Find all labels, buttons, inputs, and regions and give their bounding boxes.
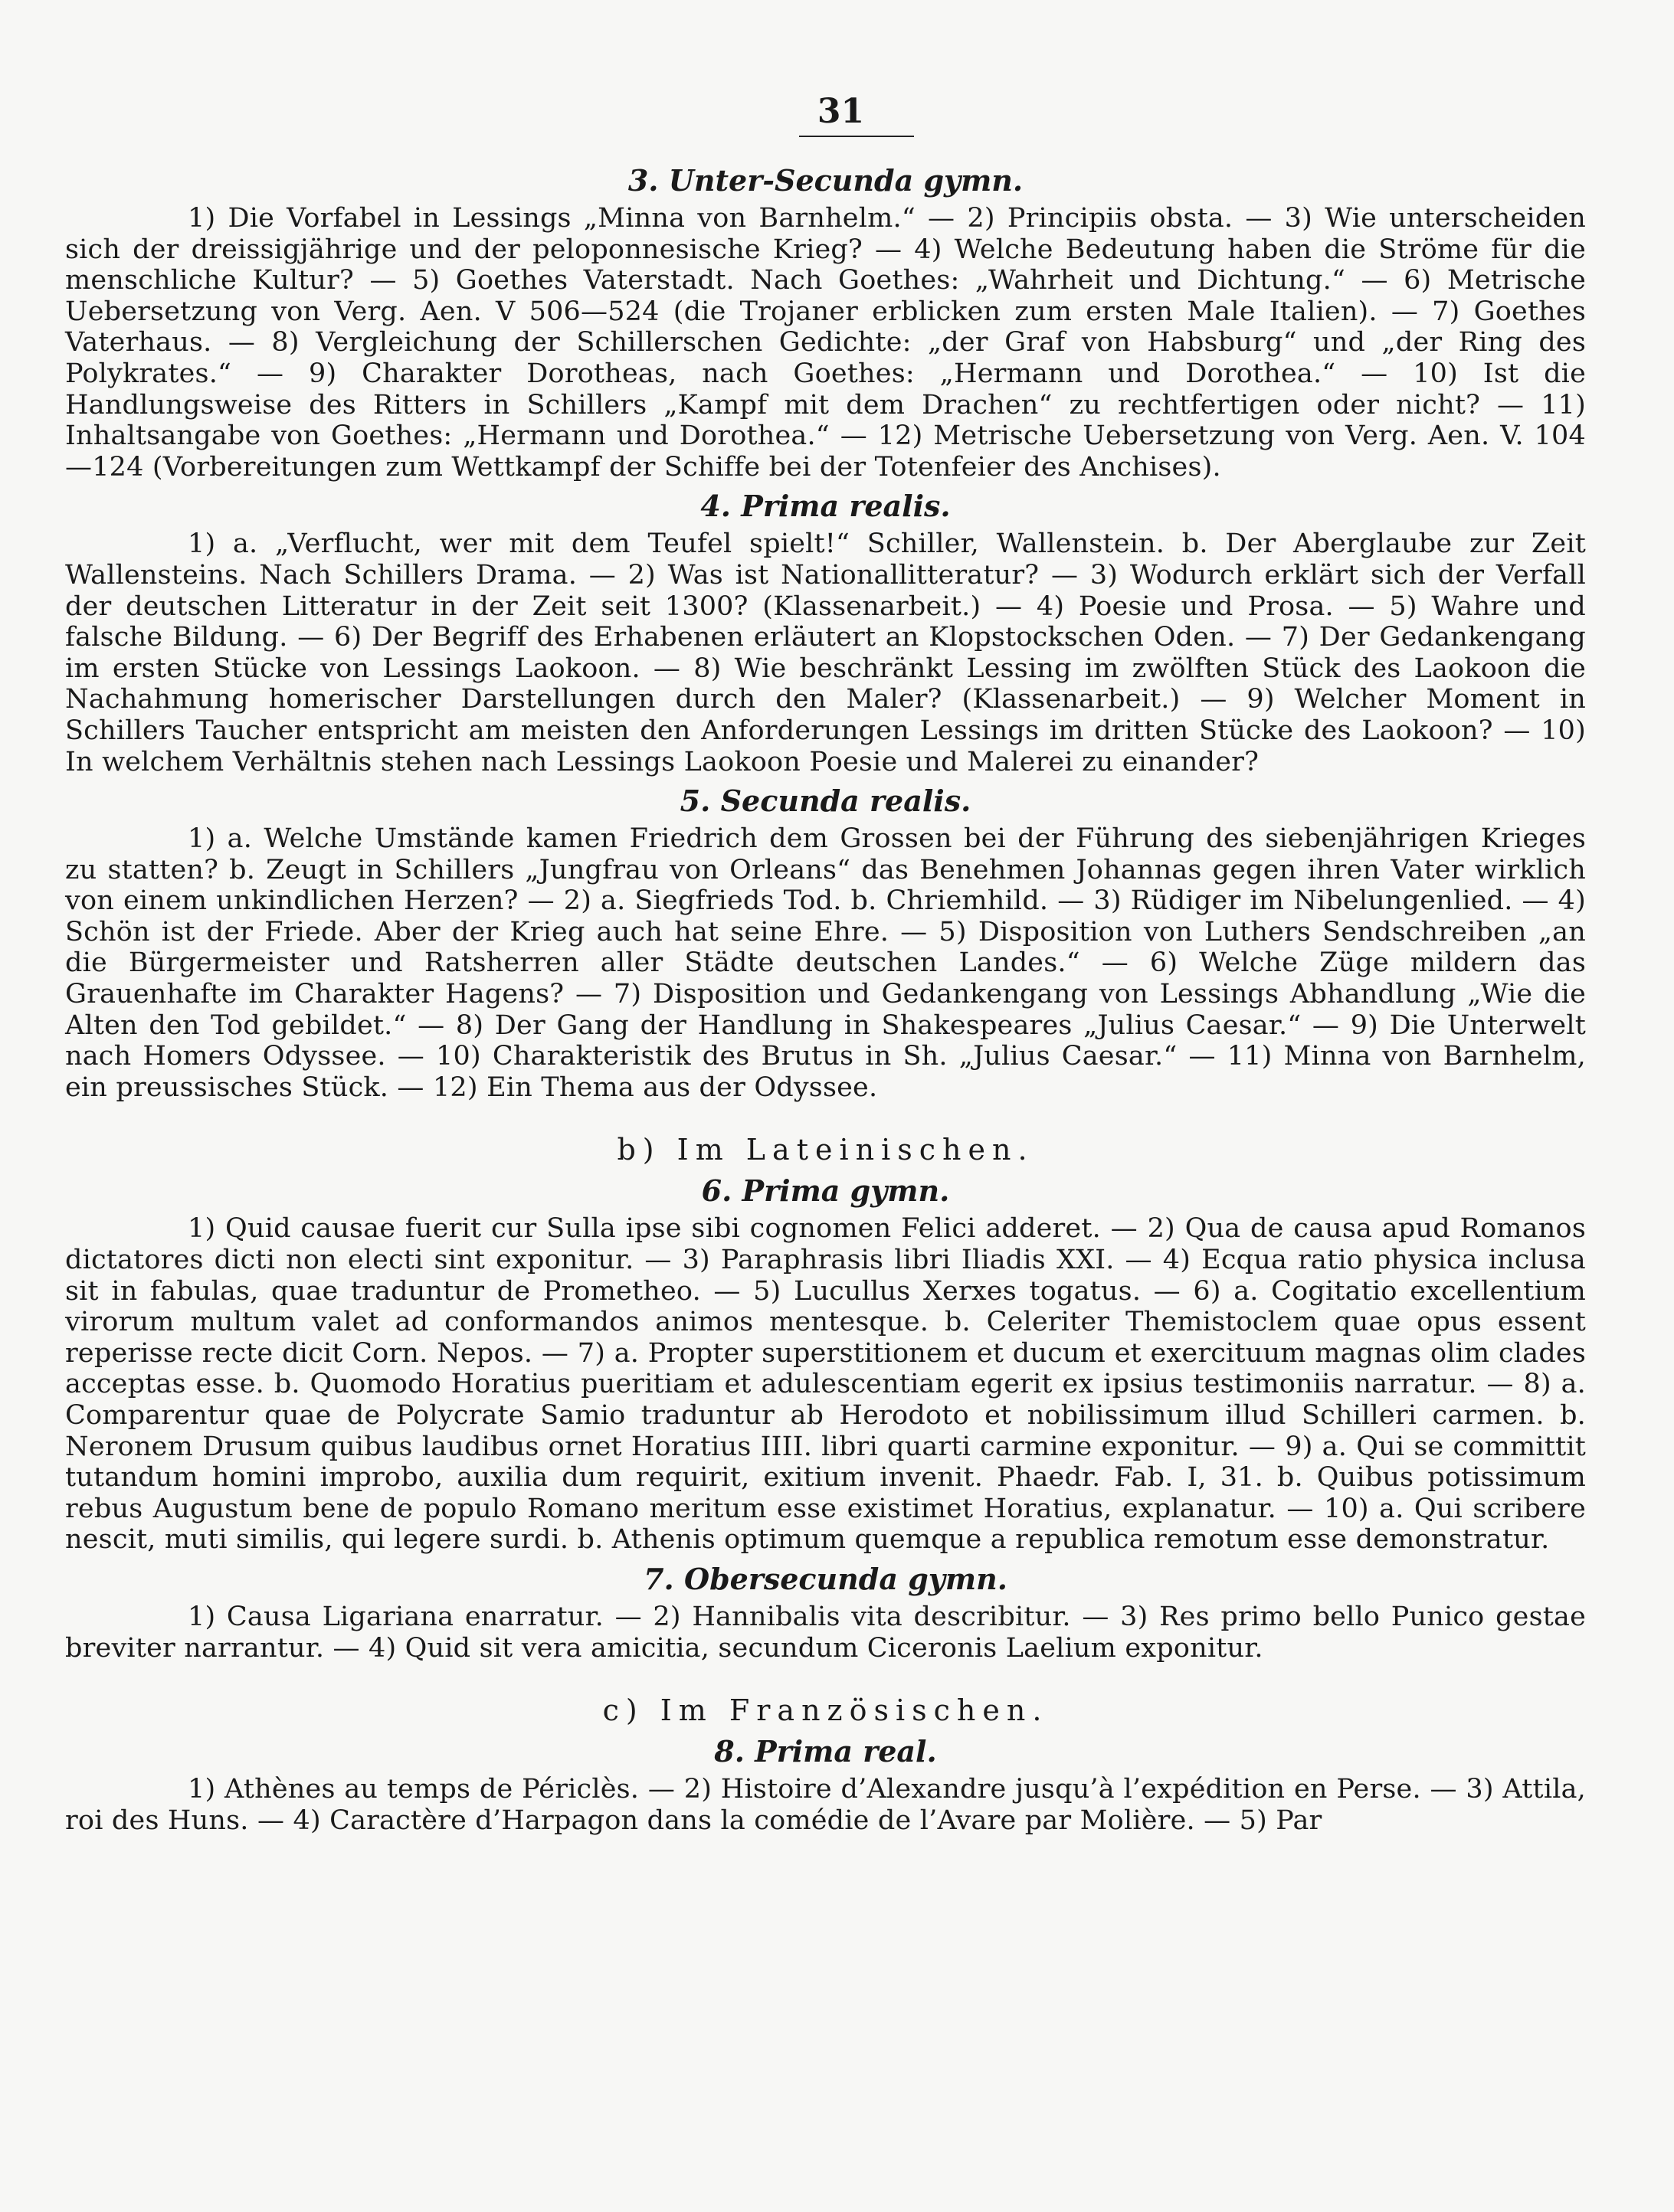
page-number: 31 <box>817 92 865 131</box>
paragraph-unter-secunda: 1) Die Vorfabel in Lessings „Minna von Barnhelm.“ — 2) Principiis obsta. — 3) Wie unterscheiden sich der dreissigjährige und der peloponnesische Krieg? — 4) Welche Bedeutung haben die Ströme für die menschliche Kultur? — 5) Goethes Vaterstadt. Nach Goethes: „Wahrheit und Dichtung.“ — 6) Metrische Uebersetzung von Verg. Aen. V 506—524 (die Trojaner erblicken zum ersten Male Italien). — 7) Goethes Vaterhaus. — 8) Vergleichung der Schillerschen Gedichte: „der Graf von Habsburg“ und „der Ring des Polykrates.“ — 9) Charakter Dorotheas, nach Goethes: „Hermann und Dorothea.“ — 10) Ist die Handlungsweise des Ritters in Schillers „Kampf mit dem Drachen“ zu rechtfertigen oder nicht? — 11) Inhaltsangabe von Goethes: „Hermann und Dorothea.“ — 12) Metrische Uebersetzung von Verg. Aen. V. 104—124 (Vorbereitungen zum Wettkampf der Schiffe bei der Totenfeier des Anchises). <box>65 203 1586 483</box>
heading-prima-realis: 4. Prima realis. <box>700 489 951 524</box>
subsection-latein: b) Im Lateinischen. <box>617 1133 1034 1167</box>
subsection-franzoesisch: c) Im Französischen. <box>602 1693 1049 1728</box>
paragraph-prima-gymn: 1) Quid causae fuerit cur Sulla ipse sibi cognomen Felici adderet. — 2) Qua de causa apud Romanos dictatores dicti non electi sint exponitur. — 3) Paraphrasis libri Iliadis XXI. — 4) Ecqua ratio physica inclusa sit in fabulas, quae traduntur de Prometheo. — 5) Lucullus Xerxes togatus. — 6) a. Cogitatio excellentium virorum multum valet ad conformandos animos mentesque. b. Celeriter Themistoclem quae opus essent reperisse recte dicit Corn. Nepos. — 7) a. Propter superstitionem et ducum et exercituum magnas olim clades acceptas esse. b. Quomodo Horatius pueritiam et adulescentiam egerit ex ipsius testimoniis narratur. — 8) a. Comparentur quae de Polycrate Samio traduntur ab Herodoto et nobilissimum illud Schilleri carmen. b. Neronem Drusum quibus laudibus ornet Horatius IIII. libri quarti carmine exponitur. — 9) a. Qui se committit tutandum homini improbo, auxilia dum requirit, exitium invenit. Phaedr. Fab. I, 31. b. Quibus potissimum rebus Augustum bene de populo Romano meritum esse existimet Horatius, explanatur. — 10) a. Qui scribere nescit, muti similis, qui legere surdi. b. Athenis optimum quemque a republica remotum esse demonstratur. <box>65 1213 1586 1556</box>
heading-obersecunda-gymn: 7. Obersecunda gymn. <box>644 1561 1007 1596</box>
heading-prima-real: 8. Prima real. <box>714 1734 937 1769</box>
paragraph-secunda-realis: 1) a. Welche Umstände kamen Friedrich dem Grossen bei der Führung des siebenjährigen Krieges zu statten? b. Zeugt in Schillers „Jungfrau von Orleans“ das Benehmen Johannas gegen ihren Vater wirklich von einem unkindlichen Herzen? — 2) a. Siegfrieds Tod. b. Chriemhild. — 3) Rüdiger im Nibelungenlied. — 4) Schön ist der Friede. Aber der Krieg auch hat seine Ehre. — 5) Disposition von Luthers Sendschreiben „an die Bürgermeister und Ratsherren aller Städte deutschen Landes.“ — 6) Welche Züge mildern das Grauenhafte im Charakter Hagens? — 7) Disposition und Gedankengang von Lessings Abhandlung „Wie die Alten den Tod gebildet.“ — 8) Der Gang der Handlung in Shakespeares „Julius Caesar.“ — 9) Die Unterwelt nach Homers Odyssee. — 10) Charakteristik des Brutus in Sh. „Julius Caesar.“ — 11) Minna von Barnhelm, ein preussisches Stück. — 12) Ein Thema aus der Odyssee. <box>65 823 1586 1103</box>
paragraph-obersecunda-gymn: 1) Causa Ligariana enarratur. — 2) Hannibalis vita describitur. — 3) Res primo bello Punico gestae breviter narrantur. — 4) Quid sit vera amicitia, secundum Ciceronis Laelium exponitur. <box>65 1601 1586 1664</box>
heading-unter-secunda: 3. Unter-Secunda gymn. <box>627 163 1024 198</box>
paragraph-prima-realis: 1) a. „Verflucht, wer mit dem Teufel spielt!“ Schiller, Wallenstein. b. Der Aberglaube zur Zeit Wallensteins. Nach Schillers Drama. — 2) Was ist Nationallitteratur? — 3) Wodurch erklärt sich der Verfall der deutschen Litteratur in der Zeit seit 1300? (Klassenarbeit.) — 4) Poesie und Prosa. — 5) Wahre und falsche Bildung. — 6) Der Begriff des Erhabenen erläutert an Klopstockschen Oden. — 7) Der Gedankengang im ersten Stücke von Lessings Laokoon. — 8) Wie beschränkt Lessing im zwölften Stück des Laokoon die Nachahmung homerischer Darstellungen durch den Maler? (Klassenarbeit.) — 9) Welcher Moment in Schillers Taucher entspricht am meisten den Anforderungen Lessings im dritten Stücke des Laokoon? — 10) In welchem Verhältnis stehen nach Lessings Laokoon Poesie und Malerei zu einander? <box>65 528 1586 777</box>
heading-secunda-realis: 5. Secunda realis. <box>680 784 971 819</box>
paragraph-prima-real: 1) Athènes au temps de Périclès. — 2) Histoire d’Alexandre jusqu’à l’expédition en Perse. — 3) Attila, roi des Huns. — 4) Caractère d’Harpagon dans la comédie de l’Avare par Molière. — 5) Par <box>65 1774 1586 1836</box>
page-number-rule <box>799 136 914 137</box>
heading-prima-gymn: 6. Prima gymn. <box>701 1173 950 1209</box>
